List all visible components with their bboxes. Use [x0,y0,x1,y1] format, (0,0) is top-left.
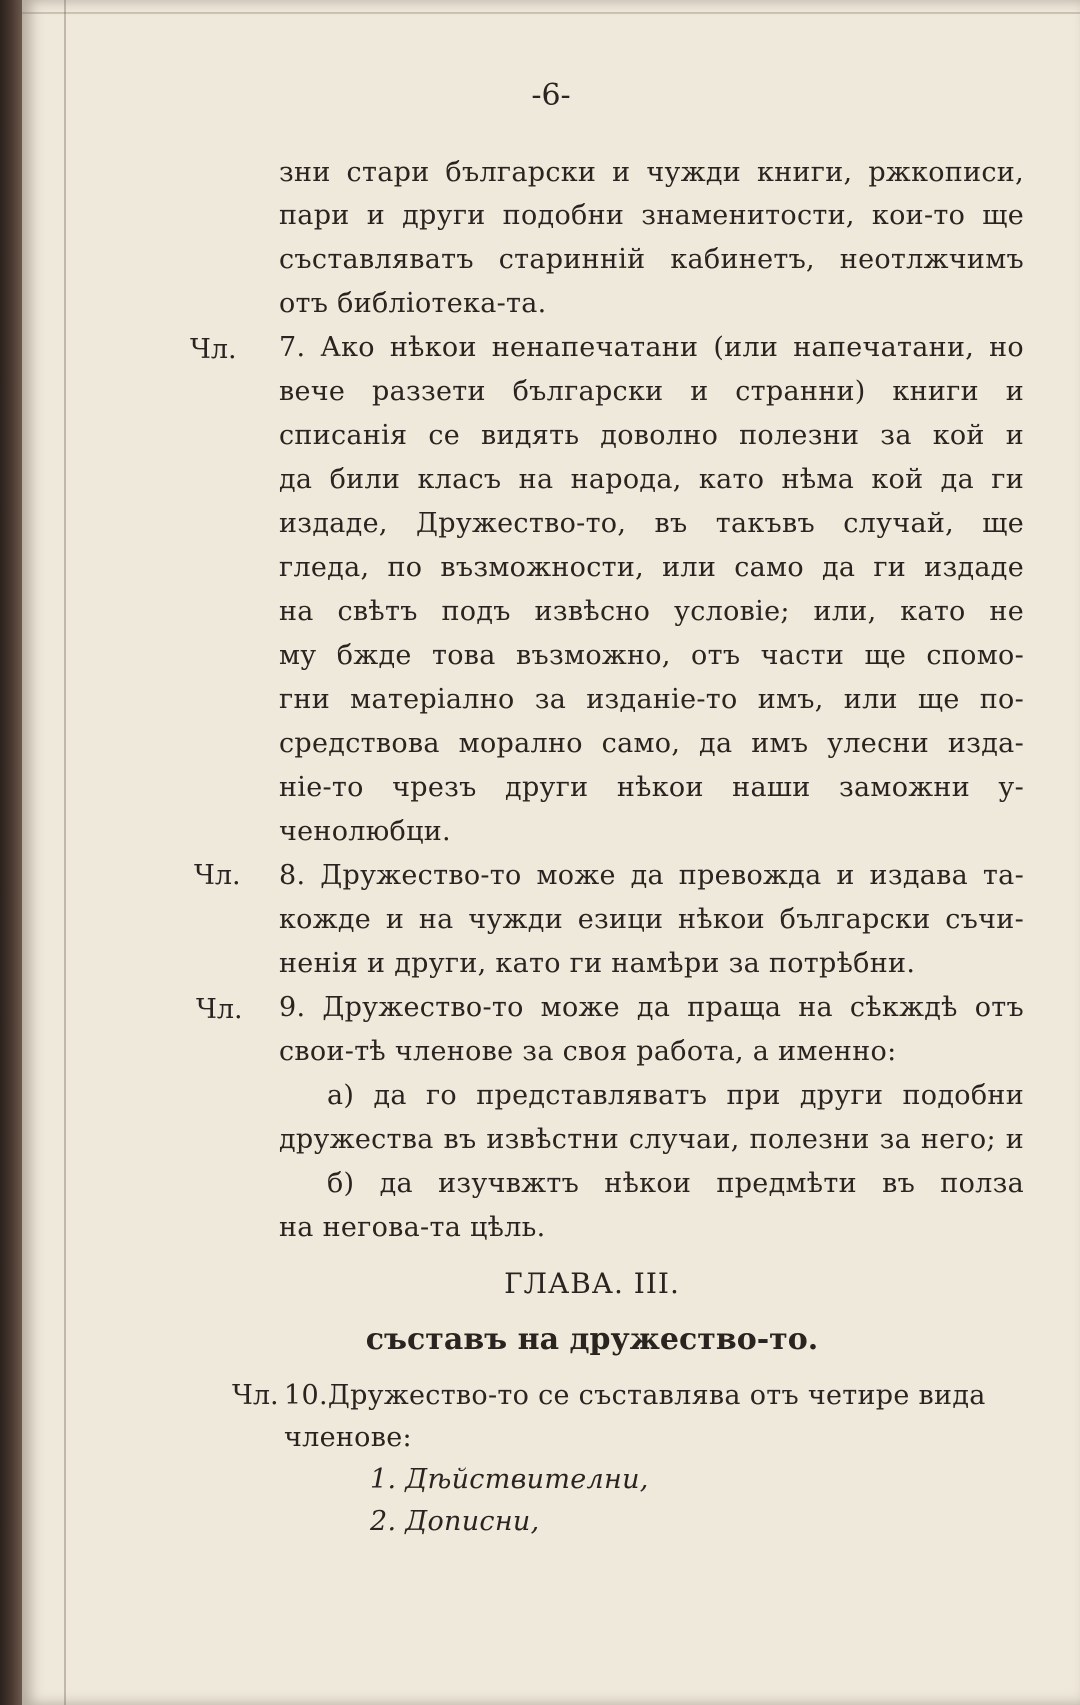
page-margin-edge [64,0,66,1705]
text-line: 8. Дружество-то може да превожда и издава та- [279,860,1024,891]
article-marker: Чл. [232,1380,279,1411]
text-line: дружества въ извѣстни случаи, полезни за него; и [279,1124,1024,1155]
article-marker: Чл. [196,994,243,1025]
chapter-heading: ГЛАВА. III. [504,1267,680,1300]
text-line: на свѣтъ подъ извѣсно условіе; или, като не [279,596,1024,627]
text-line: кожде и на чужди езици нѣкои български съчи- [279,904,1024,935]
text-line: на негова-та цѣль. [279,1212,546,1243]
page-number: -6- [531,78,571,113]
text-line: пари и други подобни знаменитости, кои-то ще [279,200,1024,231]
page-top-edge [22,12,1080,14]
text-line: списанія се видять доволно полезни за кой и [279,420,1024,451]
text-line: издаде, Дружество-то, въ такъвъ случай, ще [279,508,1024,539]
text-line: 10.Дружество-то се съставлява отъ четире вида [284,1380,986,1411]
text-line: да били класъ на народа, като нѣма кой да ги [279,464,1024,495]
text-line: б) да изучвжтъ нѣкои предмѣти въ полза [327,1168,1024,1199]
article-marker: Чл. [194,860,241,891]
text-line: зни стари български и чужди книги, ржкописи, [279,157,1024,188]
text-line: средствова морално само, да имъ улесни изда- [279,728,1024,759]
article-marker: Чл. [190,334,237,365]
text-line: вече раззети български и странни) книги и [279,376,1024,407]
text-line: 7. Ако нѣкои ненапечатани (или напечатани, но [279,332,1024,363]
text-line: гледа, по възможности, или само да ги издаде [279,552,1024,583]
text-line: ченолюбци. [279,816,451,847]
text-line: гни матеріално за изданіе-то имъ, или ще по- [279,684,1024,715]
text-line: отъ библіотека-та. [279,288,547,319]
section-title: съставъ на дружество-то. [365,1322,819,1357]
book-spine [0,0,22,1705]
book-page [22,0,1080,1705]
text-line: 9. Дружество-то може да праща на сѣкждѣ отъ [279,992,1024,1023]
list-item: 2. Дописни, [370,1506,540,1537]
text-line: му бжде това възможно, отъ части ще спомо- [279,640,1024,671]
text-line: членове: [284,1422,412,1453]
text-line: ненія и други, като ги намѣри за потрѣбни. [279,948,916,979]
text-line: ніе-то чрезъ други нѣкои наши заможни у- [279,772,1024,803]
text-line: свои-тѣ членове за своя работа, а именно: [279,1036,897,1067]
text-line: а) да го представляватъ при други подобни [327,1080,1024,1111]
text-line: съставляватъ старинній кабинетъ, неотлжчимъ [279,244,1024,275]
list-item: 1. Дѣйствителни, [370,1464,649,1495]
